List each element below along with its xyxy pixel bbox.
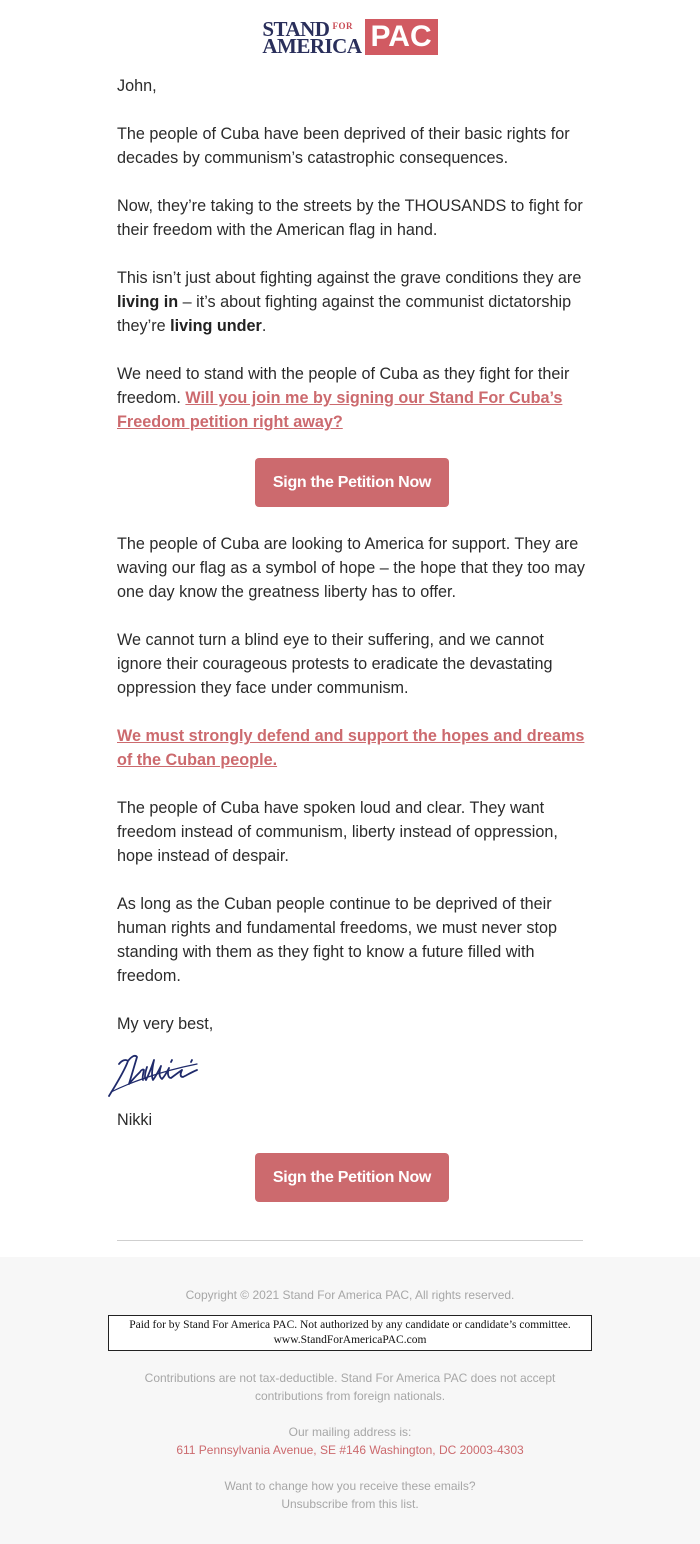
copyright: Copyright © 2021 Stand For America PAC, All rights reserved. xyxy=(185,1288,515,1302)
logo-pac-badge: PAC xyxy=(365,19,438,55)
change-preferences-text: Want to change how you receive these emails? xyxy=(224,1479,476,1493)
logo-america-text: AMERICA xyxy=(262,34,362,58)
paragraph-3 xyxy=(117,266,587,338)
support-link[interactable]: We must strongly defend and support the hopes and dreams of the Cuban people. xyxy=(117,727,585,769)
mailing-address[interactable]: 611 Pennsylvania Avenue, SE #146 Washington, DC 20003-4303 xyxy=(176,1443,524,1457)
sign-petition-button-bottom[interactable]: Sign the Petition Now xyxy=(255,1153,449,1202)
email-body xyxy=(117,74,587,1202)
paid-for-text: Paid for by Stand For America PAC. Not authorized by any candidate or candidate’s committee. xyxy=(129,1319,571,1331)
p4-text: We need to stand with the people of Cuba as they fight for their freedom. xyxy=(117,365,570,407)
paragraph-9: As long as the Cuban people continue to be deprived of their human rights and fundamental freedoms, we must never stop standing with them as they fight to know a future filled with freedom. xyxy=(117,895,557,985)
logo-header xyxy=(0,17,700,58)
paragraph-1: The people of Cuba have been deprived of their basic rights for decades by communism’s catastrophic consequences. xyxy=(117,125,570,167)
logo-wordmark xyxy=(262,17,362,58)
signature xyxy=(107,1042,587,1102)
button-row-2 xyxy=(117,1153,587,1202)
paid-for-disclaimer xyxy=(108,1315,592,1351)
paragraph-5: The people of Cuba are looking to America for support. They are waving our flag as a symbol of hope – the hope that they too may one day know the greatness liberty has to offer. xyxy=(117,535,585,601)
sign-petition-button[interactable]: Sign the Petition Now xyxy=(255,458,449,507)
p3-text-e: . xyxy=(261,317,267,335)
petition-link[interactable]: Will you join me by signing our Stand For Cuba’s Freedom petition right away? xyxy=(117,389,563,431)
logo-stand-text: STAND xyxy=(262,17,330,41)
footer xyxy=(0,1257,700,1544)
stand-for-america-pac-logo[interactable] xyxy=(262,17,437,58)
website-link[interactable]: www.StandForAmericaPAC.com xyxy=(273,1334,427,1346)
paragraph-8: The people of Cuba have spoken loud and clear. They want freedom instead of communism, liberty instead of oppression, hope instead of despair. xyxy=(117,799,558,865)
signoff: My very best, xyxy=(117,1015,214,1033)
paragraph-6: We cannot turn a blind eye to their suffering, and we cannot ignore their courageous protests to eradicate the devastating oppression they face under communism. xyxy=(117,631,553,697)
paragraph-7 xyxy=(117,724,587,772)
p3-text-a: This isn’t just about fighting against the grave conditions they are xyxy=(117,269,582,287)
p3-bold-living-in: living in xyxy=(117,293,179,311)
mailing-label: Our mailing address is: xyxy=(288,1425,412,1439)
p3-bold-living-under: living under xyxy=(170,317,262,335)
unsubscribe-link[interactable]: Unsubscribe from this list. xyxy=(281,1497,419,1511)
signature-image xyxy=(107,1042,217,1102)
divider xyxy=(117,1240,583,1241)
paragraph-4 xyxy=(117,362,587,434)
logo-for-text: FOR xyxy=(332,21,353,31)
button-row-1 xyxy=(117,458,587,507)
contributions-notice: Contributions are not tax-deductible. Stand For America PAC does not accept contributions from foreign nationals. xyxy=(144,1371,556,1403)
p3-text-c: – it’s about fighting against the communist dictatorship they’re xyxy=(117,293,572,335)
preferences-block xyxy=(0,1477,700,1513)
signer-name: Nikki xyxy=(117,1111,153,1129)
greeting: John, xyxy=(117,77,157,95)
mailing-address-block xyxy=(0,1423,700,1459)
paragraph-2: Now, they’re taking to the streets by the THOUSANDS to fight for their freedom with the American flag in hand. xyxy=(117,197,583,239)
